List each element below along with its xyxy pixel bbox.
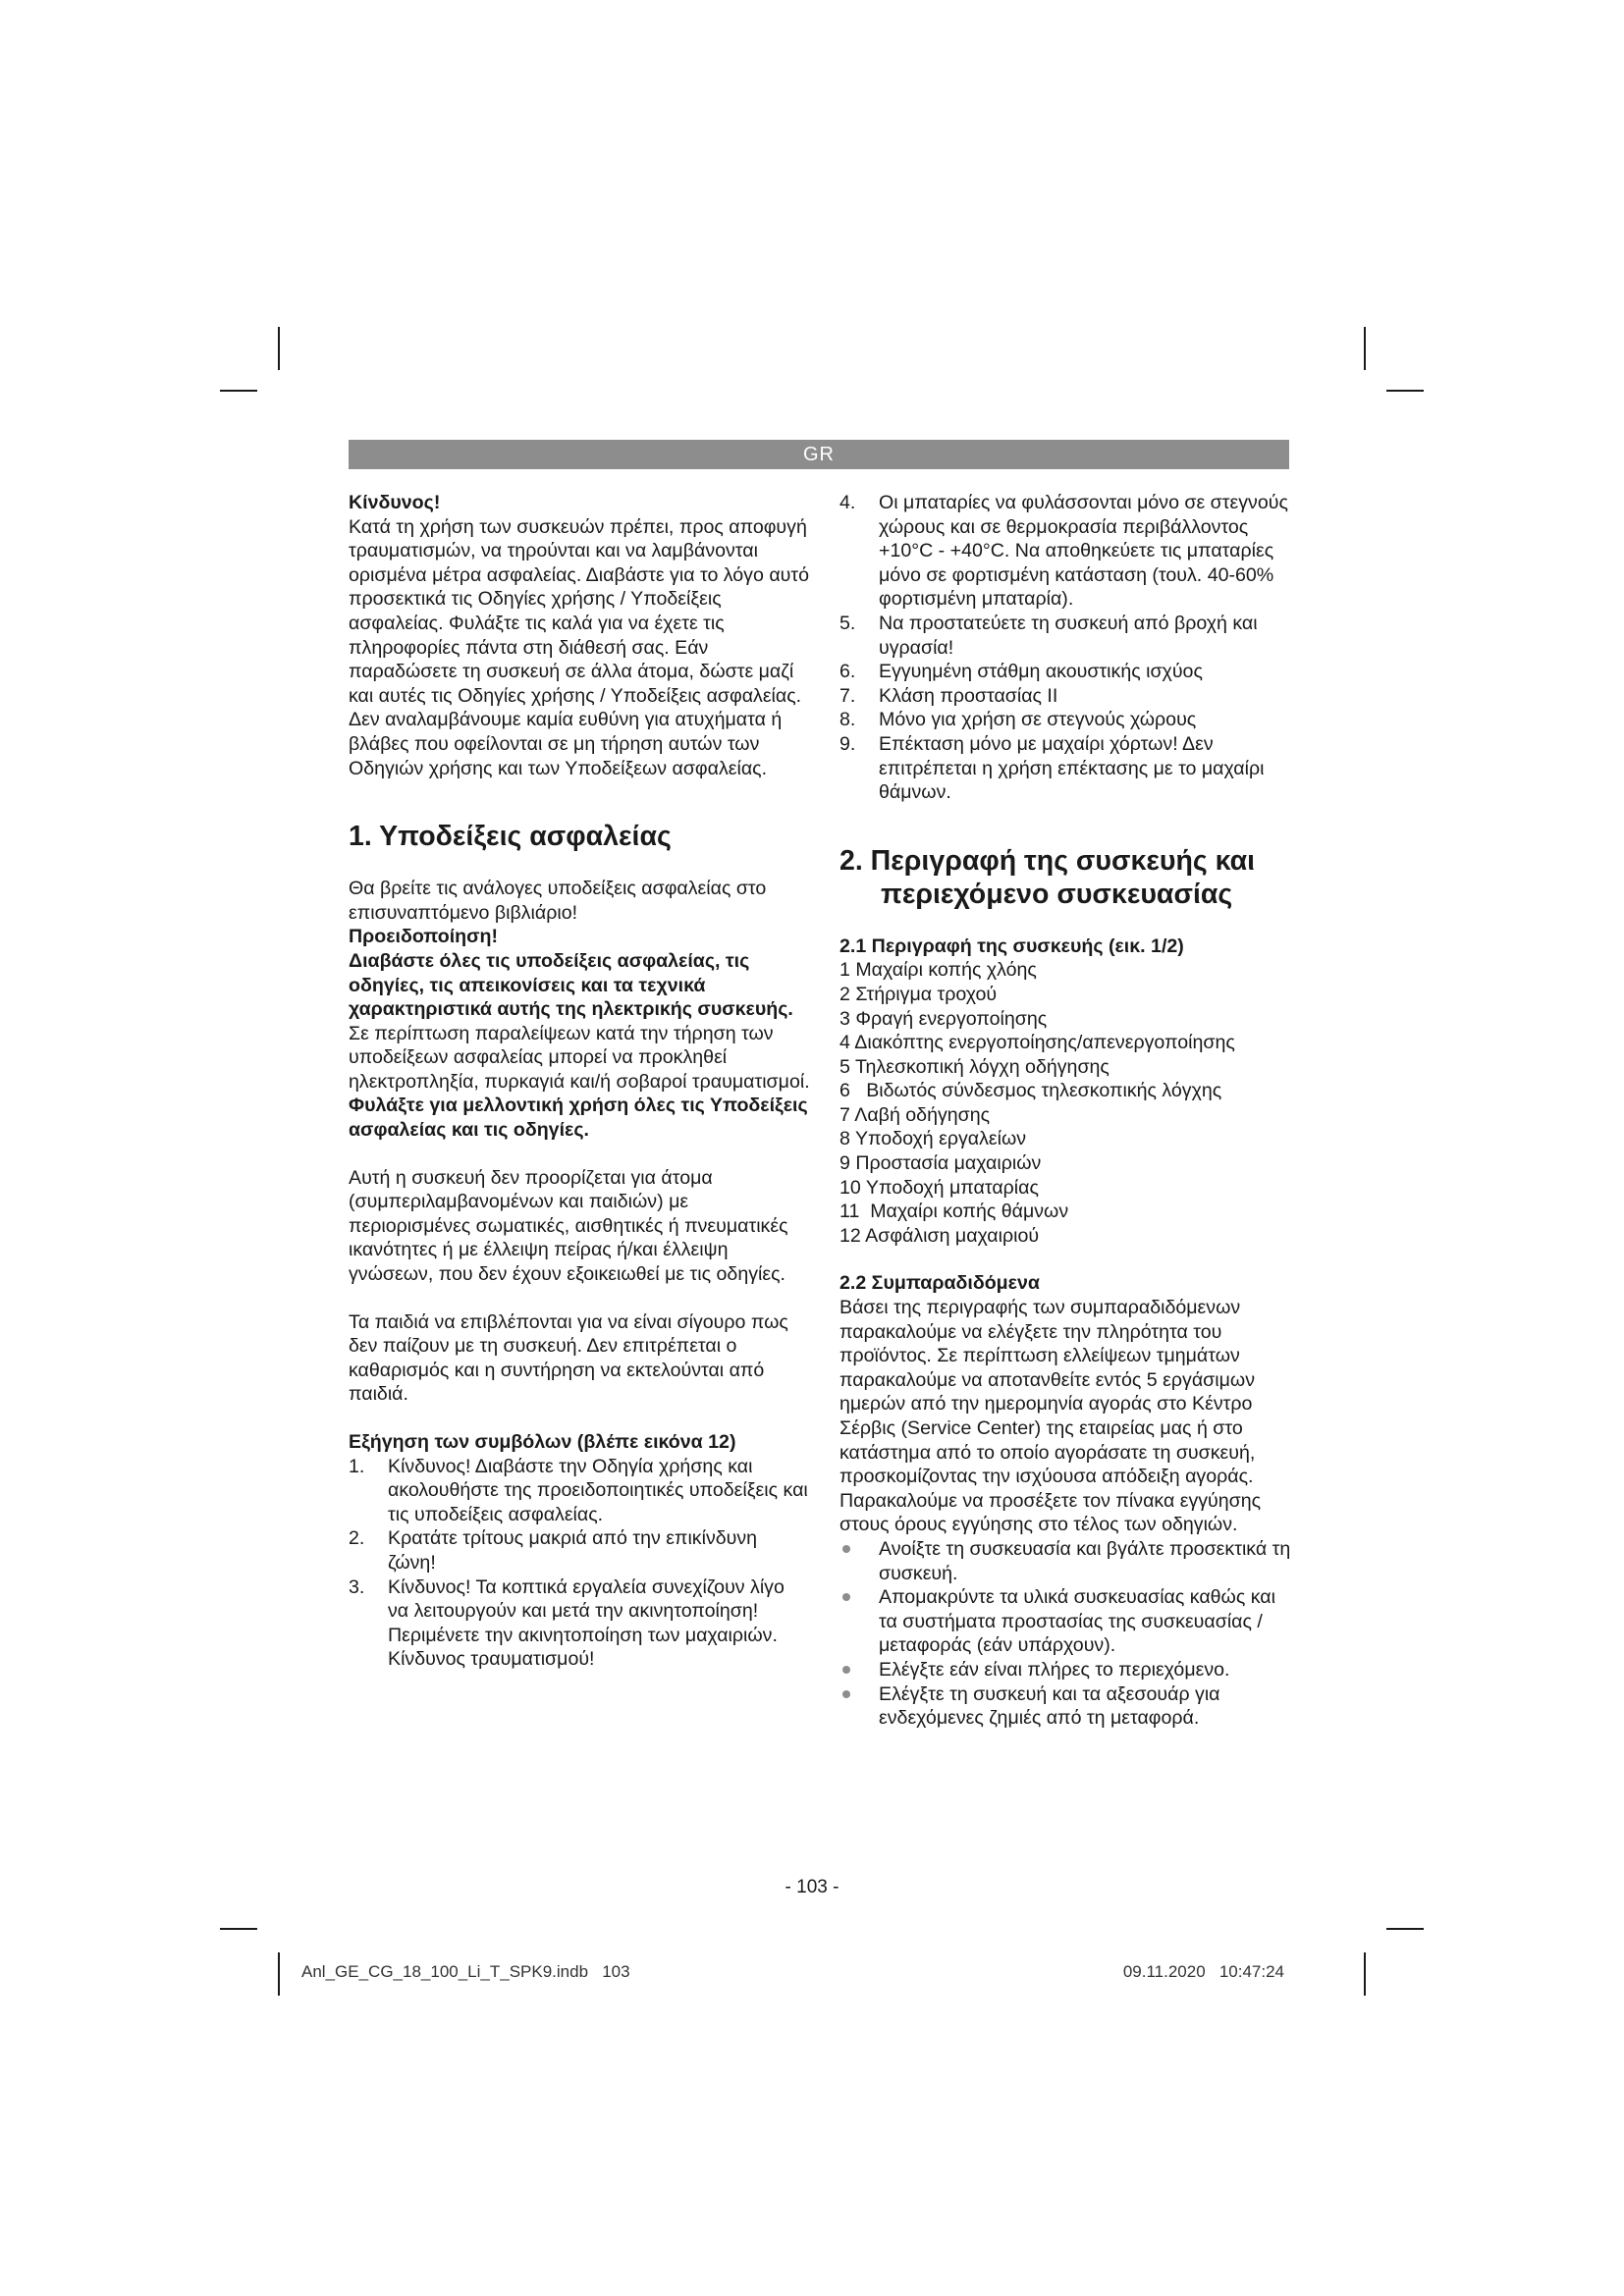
warning-title: Προειδοποίηση!	[349, 926, 499, 948]
section-2-title: 2. Περιγραφή της συσκευής και περιεχόμενο συσκευασίας	[839, 844, 1256, 910]
bullet-dot-icon	[842, 1690, 850, 1698]
symbol-item-number: 7.	[839, 684, 856, 707]
part-item: 9 Προστασία μαχαιριών	[839, 1152, 1042, 1175]
symbol-item	[839, 612, 1291, 660]
symbol-item-number: 8.	[839, 709, 856, 731]
language-header-bar	[349, 440, 1289, 469]
symbol-item-text: Εγγυημένη στάθμη ακουστικής ισχύος	[879, 661, 1203, 683]
crop-mark-top-left-vertical	[278, 327, 280, 370]
right-column	[839, 491, 1291, 1731]
safety-booklet-note: Θα βρείτε τις ανάλογες υποδείξεις ασφαλείας στο επισυναπτόμενο βιβλιάριο!	[349, 878, 767, 924]
part-item: 6 Βιδωτός σύνδεσμος τηλεσκοπικής λόγχης	[839, 1080, 1222, 1102]
symbol-item	[839, 732, 1291, 805]
crop-mark-top-left-horizontal	[220, 390, 257, 392]
symbol-item-number: 3.	[349, 1575, 365, 1598]
crop-mark-bottom-right-vertical	[1364, 1952, 1366, 1996]
part-item: 8 Υποδοχή εργαλείων	[839, 1128, 1027, 1150]
children-paragraph: Τα παιδιά να επιβλέπονται για να είναι σίγουρο πως δεν παίζουν με τη συσκευή. Δεν επιτρέπεται ο καθαρισμός και η συντήρηση να εκτελούνται από παιδιά.	[349, 1310, 788, 1406]
footer-file-name: Anl_GE_CG_18_100_Li_T_SPK9.indb 103	[301, 1962, 630, 1981]
crop-mark-bottom-left-vertical	[278, 1952, 280, 1996]
bullet-item	[839, 1537, 1291, 1585]
symbol-item-number: 2.	[349, 1527, 365, 1550]
symbols-title: Εξήγηση των συμβόλων (βλέπε εικόνα 12)	[349, 1431, 736, 1453]
symbol-item-text: Κίνδυνος! Τα κοπτικά εργαλεία συνεχίζουν λίγο να λειτουργούν και μετά την ακινητοποίηση! Περιμένετε την ακινητοποίηση των μαχαιριών. Κίνδυνος τραυματισμού!	[388, 1575, 785, 1671]
part-item: 10 Υποδοχή μπαταρίας	[839, 1176, 1039, 1199]
subsection-2-1-title: 2.1 Περιγραφή της συσκευής (εικ. 1/2)	[839, 934, 1184, 957]
subsection-2-2-title: 2.2 Συμπαραδιδόμενα	[839, 1272, 1040, 1295]
bullet-dot-icon	[842, 1593, 850, 1601]
bullet-dot-icon	[842, 1666, 850, 1674]
bullet-item-text: Ανοίξτε τη συσκευασία και βγάλτε προσεκτικά τη συσκευή.	[879, 1537, 1291, 1584]
symbol-item-text: Επέκταση μόνο με μαχαίρι χόρτων! Δεν επιτρέπεται η χρήση επέκτασης με το μαχαίρι θάμνων.	[879, 732, 1265, 804]
symbol-item-text: Μόνο για χρήση σε στεγνούς χώρους	[879, 709, 1197, 731]
symbol-item	[349, 1575, 810, 1672]
symbol-item-text: Οι μπαταρίες να φυλάσσονται μόνο σε στεγνούς χώρους και σε θερμοκρασία περιβάλλοντος +10°C - +40°C. Να αποθηκεύετε τις μπαταρίες μόνο σε φορτισμένη κατάσταση (τουλ. 40-60% φορτισμένη μπαταρία).	[879, 492, 1288, 611]
symbol-item-number: 1.	[349, 1455, 365, 1477]
part-item: 11 Μαχαίρι κοπής θάμνων	[839, 1201, 1069, 1223]
symbol-item-number: 6.	[839, 661, 856, 683]
crop-mark-bottom-right-horizontal	[1386, 1928, 1424, 1930]
bullet-item-text: Ελέγξτε εάν είναι πλήρες το περιεχόμενο.	[879, 1658, 1230, 1681]
symbol-item-number: 5.	[839, 612, 856, 634]
part-item: 7 Λαβή οδήγησης	[839, 1103, 991, 1126]
crop-mark-top-right-vertical	[1364, 327, 1366, 370]
bullet-item	[839, 1658, 1291, 1682]
symbols-list-continued	[839, 491, 1291, 805]
parts-list	[839, 958, 1291, 1248]
persons-paragraph: Αυτή η συσκευή δεν προορίζεται για άτομα (συμπεριλαμβανομένων και παιδιών) με περιορισμένες σωματικές, αισθητικές ή πνευματικές ικανότητες ή με έλλειψη πείρας ή/και έλλειψη γνώσεων, που δεν έχουν εξοικειωθεί με τις οδηγίες.	[349, 1166, 788, 1286]
page-number: - 103 -	[785, 1877, 839, 1897]
crop-mark-top-right-horizontal	[1386, 390, 1424, 392]
unpacking-bullet-list	[839, 1537, 1291, 1731]
warning-text: Σε περίπτωση παραλείψεων κατά την τήρηση των υποδείξεων ασφαλείας μπορεί να προκληθεί ηλεκτροπληξία, πυρκαγιά και/ή σοβαροί τραυματισμοί.	[349, 1022, 810, 1093]
bullet-item	[839, 1682, 1291, 1731]
warning-bold-text: Διαβάστε όλες τις υποδείξεις ασφαλείας, τις οδηγίες, τις απεικονίσεις και τα τεχνικά χαρακτηριστικά αυτής της ηλεκτρικής συσκευής.	[349, 949, 793, 1021]
symbol-item-text: Κίνδυνος! Διαβάστε την Οδηγία χρήσης και ακολουθήστε της προειδοποιητικές υποδείξεις και τις υποδείξεις ασφαλείας.	[388, 1455, 808, 1525]
symbol-item	[349, 1455, 810, 1527]
bullet-item-text: Ελέγξτε τη συσκευή και τα αξεσουάρ για ενδεχόμενες ζημιές από τη μεταφορά.	[879, 1682, 1220, 1730]
symbol-item	[839, 708, 1291, 732]
bullet-dot-icon	[842, 1545, 850, 1553]
symbol-item	[839, 491, 1291, 612]
danger-text: Κατά τη χρήση των συσκευών πρέπει, προς αποφυγή τραυματισμών, να τηρούνται και να λαμβάνονται ορισμένα μέτρα ασφαλείας. Διαβάστε για το λόγο αυτό προσεκτικά τις Οδηγίες χρήσης / Υποδείξεις ασφαλείας. Φυλάξτε τις καλά για να έχετε τις πληροφορίες πάντα στη διάθεσή σας. Εάν παραδώσετε τη συσκευή σε άλλα άτομα, δώστε μαζί και αυτές τις Οδηγίες χρήσης / Υποδείξεις ασφαλείας. Δεν αναλαμβάνουμε καμία ευθύνη για ατυχήματα ή βλάβες που οφείλονται σε μη τήρηση αυτών των Οδηγιών χρήσης και των Υποδείξεων ασφαλείας.	[349, 515, 809, 779]
crop-mark-bottom-left-horizontal	[220, 1928, 257, 1930]
language-code: GR	[803, 444, 835, 465]
symbol-item	[349, 1526, 810, 1575]
left-column	[349, 491, 810, 1672]
part-item: 1 Μαχαίρι κοπής χλόης	[839, 959, 1037, 982]
symbol-item-text: Κρατάτε τρίτους μακριά από την επικίνδυνη ζώνη!	[388, 1527, 758, 1574]
symbol-item-number: 4.	[839, 492, 856, 513]
bullet-item-text: Απομακρύντε τα υλικά συσκευασίας καθώς και τα συστήματα προστασίας της συσκευασίας / μεταφοράς (εάν υπάρχουν).	[879, 1586, 1275, 1657]
bullet-item	[839, 1585, 1291, 1658]
part-item: 12 Ασφάλιση μαχαιριού	[839, 1224, 1040, 1247]
symbol-item-number: 9.	[839, 732, 856, 755]
part-item: 2 Στήριγμα τροχού	[839, 983, 998, 1005]
part-item: 5 Τηλεσκοπική λόγχη οδήγησης	[839, 1055, 1110, 1078]
symbols-list	[349, 1455, 810, 1672]
part-item: 4 Διακόπτης ενεργοποίησης/απενεργοποίησης	[839, 1032, 1235, 1054]
keep-instructions-text: Φυλάξτε για μελλοντική χρήση όλες τις Υποδείξεις ασφαλείας και τις οδηγίες.	[349, 1095, 808, 1142]
footer-timestamp: 09.11.2020 10:47:24	[1122, 1962, 1284, 1981]
part-item: 3 Φραγή ενεργοποίησης	[839, 1007, 1048, 1030]
symbol-item	[839, 660, 1291, 684]
symbol-item-text: Κλάση προστασίας II	[879, 684, 1058, 707]
section-1-title: 1. Υποδείξεις ασφαλείας	[349, 821, 672, 853]
scope-of-delivery-text: Βάσει της περιγραφής των συμπαραδιδόμενων παρακαλούμε να ελέγξετε την πληρότητα του προϊόντος. Σε περίπτωση ελλείψεων τμημάτων παρακαλούμε να αποτανθείτε εντός 5 εργάσιμων ημερών από την ημερομηνία αγοράς στο Κέντρο Σέρβις (Service Center) της εταιρείας μας ή στο κατάστημα από το οποίο αγοράσατε τη συσκευή, προσκομίζοντας την ισχύουσα απόδειξη αγοράς. Παρακαλούμε να προσέξετε τον πίνακα εγγύησης στους όρους εγγύησης στο τέλος των οδηγιών.	[839, 1297, 1262, 1536]
danger-title: Κίνδυνος!	[349, 492, 441, 513]
symbol-item	[839, 684, 1291, 709]
symbol-item-text: Να προστατεύετε τη συσκευή από βροχή και υγρασία!	[879, 612, 1258, 659]
warning-paragraph	[349, 949, 810, 1095]
